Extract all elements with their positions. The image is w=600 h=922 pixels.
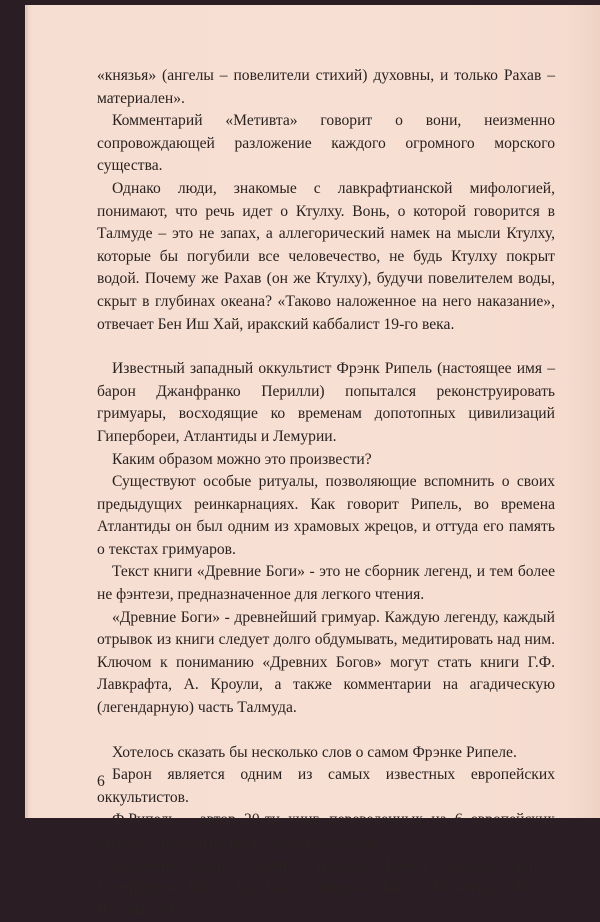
section-gap [97,336,555,358]
paragraph: Каким образом можно это произвести? [112,450,372,468]
paragraph: Однако люди, знакомые с лавкрафтианской мифологией, понимают, что речь идет о Ктулху. Вонь, о которой говорится в Талмуде – это не запах, а аллегорический намек на мысли Ктулху, которые бы погубили все человечество, не будь Ктулху покрыт водой. Почему же Рахав (он же Ктулху), будучи повелителем воды, скрыт в глубинах океана? «Таково наложенное на него наказание», отвечает Бен Иш Хай, иракский каббалист 19-го века. [97,179,555,333]
paragraph: Существуют особые ритуалы, позволяющие вспомнить о своих предыдущих реинкарнациях. Как говорит Рипель, во времена Атлантиды он был одним из храмовых жрецов, и оттуда его память о текстах гримуаров. [97,473,555,558]
page-number: 6 [97,773,105,790]
paragraph: Хотелось сказать бы несколько слов о самом Фрэнке Рипеле. [112,743,517,761]
page-edge [25,5,28,818]
paragraph: Известный западный оккультист Фрэнк Рипель (настоящее имя – барон Джанфранко Перилли) попытался реконструировать гримуары, восходящие ко временам допотопных цивилизаций Гипербореи, Атлантиды и Лемурии. [97,360,555,445]
paragraph: Текст книги «Древние Боги» - это не сборник легенд, и тем более не фэнтези, предназначенное для легкого чтения. [97,563,555,604]
paragraph: «Древние Боги» - древнейший гримуар. Каждую легенду, каждый отрывок из книги следует долго обдумывать, медитировать над ним. Ключом к пониманию «Древних Богов» могут стать книги Г.Ф. Лавкрафта, А. Кроули, а также комментарии на агадическую (легендарную) часть Талмуда. [97,608,555,717]
section-gap [97,720,555,742]
paragraph: «Древние Боги»: Книга Тифона, Книга Ломара, Книга Гипербореи, Книга Му, Книга Лемурии, Книга Атлантиды, Книга Ихтона и Ми- [97,856,555,919]
paragraph: Барон является одним из самых известных европейских оккультистов. [97,766,555,806]
paragraph: Ф.Рипель – автор 20-ти книг, переведенных на 6 европейских языков. Среди этих книг такие труды, как: [97,811,555,851]
book-page [25,5,600,919]
page-body [97,65,555,922]
paragraph: Комментарий «Метивта» говорит о вони, неизменно сопровождающей разложение каждого огромного морского существа. [97,112,555,175]
paragraph: «князья» (ангелы – повелители стихий) духовны, и только Рахав – материален». [97,67,555,107]
